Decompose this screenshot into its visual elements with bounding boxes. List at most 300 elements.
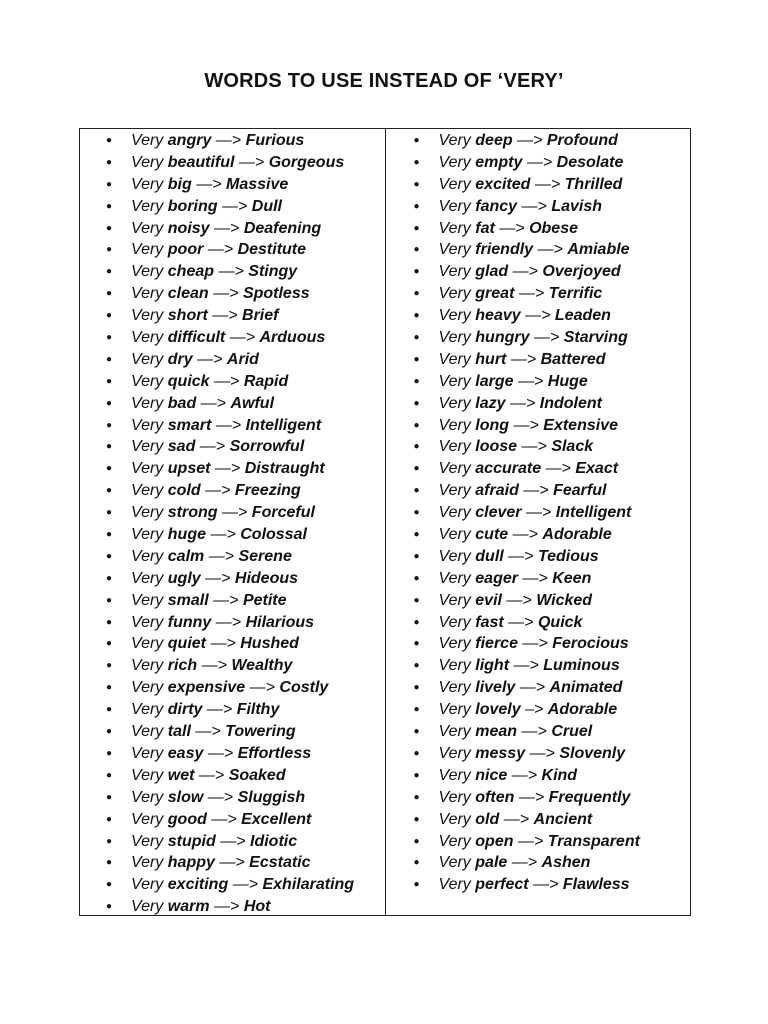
synonym: Slack (551, 438, 594, 456)
synonym: Sluggish (237, 788, 306, 806)
synonym: Petite (242, 591, 287, 609)
original-word: short (167, 307, 208, 325)
list-item (106, 415, 354, 437)
original-word: big (167, 175, 192, 193)
synonym: Stingy (248, 263, 298, 281)
arrow: —> (513, 657, 539, 675)
arrow: —> (198, 766, 225, 784)
original-word: evil (475, 591, 502, 609)
list-item (106, 699, 354, 721)
original-word: ugly (167, 569, 201, 587)
very-prefix: Very (438, 635, 471, 653)
synonym: Obese (529, 219, 578, 237)
arrow: —> (213, 285, 239, 303)
arrow: —> (522, 635, 548, 653)
very-prefix: Very (438, 526, 471, 544)
synonym: Idiotic (250, 832, 298, 850)
original-word: fierce (475, 635, 518, 653)
arrow: —> (207, 788, 234, 806)
original-word: quiet (167, 635, 206, 653)
very-prefix: Very (131, 482, 164, 500)
bullet-icon: ● (106, 310, 113, 322)
bullet-icon: ● (106, 419, 113, 431)
original-word: angry (167, 132, 212, 149)
synonym: Keen (552, 569, 592, 587)
list-item (414, 283, 640, 305)
synonym: Frequently (548, 788, 631, 806)
arrow: —> (210, 635, 236, 653)
bullet-icon: ● (106, 682, 113, 694)
arrow: —> (513, 416, 539, 434)
original-word: eager (475, 569, 518, 587)
original-word: poor (167, 241, 204, 259)
synonym: Intelligent (245, 416, 322, 434)
synonym: Kind (541, 766, 578, 784)
bullet-icon: ● (413, 266, 420, 278)
original-word: boring (167, 197, 218, 215)
very-prefix: Very (131, 394, 164, 412)
original-word: warm (167, 898, 210, 916)
original-word: noisy (167, 219, 210, 237)
list-item (414, 677, 640, 699)
arrow: —> (212, 307, 238, 325)
very-prefix: Very (131, 372, 164, 390)
original-word: slow (167, 788, 204, 806)
list-item (414, 305, 640, 327)
list-item (414, 524, 640, 546)
very-prefix: Very (131, 569, 164, 587)
arrow: —> (529, 744, 555, 762)
list-item (414, 458, 640, 480)
arrow: —> (518, 285, 545, 303)
synonym: Arid (226, 350, 259, 368)
arrow: —> (537, 241, 563, 259)
very-prefix: Very (131, 744, 164, 762)
synonym: Costly (279, 679, 329, 697)
list-item (414, 874, 640, 896)
very-prefix: Very (131, 504, 164, 522)
list-item (414, 261, 640, 283)
list-item (414, 174, 640, 196)
original-word: upset (167, 460, 211, 478)
original-word: pale (475, 854, 508, 872)
very-prefix: Very (131, 591, 164, 609)
very-prefix: Very (131, 132, 164, 149)
original-word: easy (167, 744, 204, 762)
arrow: —> (200, 394, 227, 412)
bullet-icon: ● (106, 463, 113, 475)
arrow: —> (545, 460, 571, 478)
list-item (106, 239, 354, 261)
list-item (414, 787, 640, 809)
arrow: —> (238, 153, 265, 171)
original-word: lazy (475, 394, 506, 412)
very-prefix: Very (131, 438, 164, 456)
very-prefix: Very (438, 876, 471, 894)
synonym: Adorable (547, 701, 618, 719)
arrow: —> (214, 372, 240, 390)
bullet-icon: ● (413, 200, 420, 212)
arrow: –> (525, 701, 544, 719)
very-prefix: Very (131, 635, 164, 653)
original-word: friendly (475, 241, 534, 259)
arrow: —> (214, 219, 240, 237)
synonym: Extensive (543, 416, 618, 434)
very-prefix: Very (131, 307, 164, 325)
list-item (106, 633, 354, 655)
very-prefix: Very (438, 438, 471, 456)
very-prefix: Very (131, 810, 164, 828)
very-prefix: Very (438, 460, 471, 478)
bullet-icon: ● (413, 441, 420, 453)
list-item (414, 633, 640, 655)
list-item (414, 831, 640, 853)
bullet-icon: ● (413, 288, 420, 300)
arrow: —> (512, 526, 538, 544)
arrow: —> (214, 898, 240, 916)
bullet-icon: ● (106, 375, 113, 387)
arrow: —> (215, 132, 242, 149)
synonym: Exhilarating (262, 876, 355, 894)
synonym: Deafening (243, 219, 322, 237)
bullet-icon: ● (106, 704, 113, 716)
synonym: Quick (537, 613, 583, 631)
arrow: —> (533, 876, 559, 894)
arrow: —> (201, 657, 227, 675)
original-word: clever (475, 504, 522, 522)
original-word: hungry (475, 329, 530, 347)
synonym: Wealthy (231, 657, 293, 675)
bullet-icon: ● (413, 704, 420, 716)
bullet-icon: ● (413, 682, 420, 694)
very-prefix: Very (131, 241, 164, 259)
list-item (106, 677, 354, 699)
original-word: glad (475, 263, 509, 281)
very-prefix: Very (438, 504, 471, 522)
list-item (414, 239, 640, 261)
original-word: fancy (475, 197, 518, 215)
very-prefix: Very (131, 876, 164, 894)
original-word: lively (475, 679, 516, 697)
synonym: Towering (225, 723, 296, 741)
very-prefix: Very (438, 482, 471, 500)
arrow: —> (519, 679, 546, 697)
very-prefix: Very (131, 153, 164, 171)
list-item (106, 765, 354, 787)
bullet-icon: ● (413, 813, 420, 825)
very-prefix: Very (131, 613, 164, 631)
very-prefix: Very (131, 898, 164, 916)
bullet-icon: ● (413, 178, 420, 190)
bullet-icon: ● (413, 529, 420, 541)
synonym: Desolate (556, 153, 624, 171)
original-word: heavy (475, 307, 521, 325)
original-word: wet (167, 766, 195, 784)
arrow: —> (499, 219, 525, 237)
bullet-icon: ● (413, 660, 420, 672)
list-item (106, 502, 354, 524)
list-item (106, 458, 354, 480)
list-item (414, 743, 640, 765)
very-prefix: Very (438, 788, 471, 806)
bullet-icon: ● (413, 135, 420, 146)
original-word: rich (167, 657, 198, 675)
bullet-icon: ● (106, 507, 113, 519)
bullet-icon: ● (413, 375, 420, 387)
synonym: Profound (546, 132, 618, 149)
original-word: difficult (167, 329, 226, 347)
list-item (106, 809, 354, 831)
synonym: Awful (230, 394, 275, 412)
list-item (106, 327, 354, 349)
very-prefix: Very (438, 613, 471, 631)
very-prefix: Very (131, 197, 164, 215)
original-word: tall (167, 723, 191, 741)
bullet-icon: ● (413, 879, 420, 891)
list-item (414, 371, 640, 393)
bullet-icon: ● (106, 901, 113, 913)
list-item (106, 721, 354, 743)
bullet-icon: ● (106, 222, 113, 234)
arrow: —> (521, 197, 547, 215)
synonym: Hilarious (245, 613, 315, 631)
very-prefix: Very (131, 788, 164, 806)
arrow: —> (522, 569, 548, 587)
synonym: Leaden (554, 307, 611, 325)
bullet-icon: ● (106, 660, 113, 672)
original-word: hurt (475, 350, 507, 368)
arrow: —> (214, 460, 241, 478)
very-prefix: Very (131, 679, 164, 697)
arrow: —> (517, 832, 544, 850)
original-word: great (475, 285, 515, 303)
very-prefix: Very (438, 153, 471, 171)
arrow: —> (210, 526, 236, 544)
arrow: —> (221, 197, 248, 215)
list-item (106, 480, 354, 502)
bullet-icon: ● (106, 638, 113, 650)
original-word: beautiful (167, 153, 235, 171)
very-prefix: Very (131, 723, 164, 741)
bullet-icon: ● (413, 616, 420, 628)
word-table (79, 128, 691, 916)
arrow: —> (525, 307, 551, 325)
original-word: smart (167, 416, 212, 434)
page-title: WORDS TO USE INSTEAD OF ‘VERY’ (204, 70, 564, 92)
list-item (414, 349, 640, 371)
arrow: —> (232, 876, 259, 894)
list-item (106, 196, 354, 218)
original-word: stupid (167, 832, 216, 850)
arrow: —> (521, 438, 547, 456)
very-prefix: Very (131, 416, 164, 434)
arrow: —> (517, 372, 544, 390)
synonym: Animated (549, 679, 623, 697)
bullet-icon: ● (413, 726, 420, 738)
arrow: —> (533, 329, 560, 347)
arrow: —> (219, 854, 245, 872)
very-prefix: Very (438, 547, 471, 565)
original-word: excited (475, 175, 531, 193)
bullet-icon: ● (106, 594, 113, 606)
synonym: Furious (245, 132, 305, 149)
synonym: Serene (238, 547, 292, 565)
synonym: Battered (540, 350, 606, 368)
list-item (106, 896, 354, 918)
synonym: Starving (563, 329, 628, 347)
list-item (106, 305, 354, 327)
synonym: Dull (251, 197, 282, 215)
original-word: small (167, 591, 209, 609)
synonym: Cruel (551, 723, 593, 741)
list-item (414, 152, 640, 174)
synonym: Fearful (553, 482, 607, 500)
original-word: quick (167, 372, 210, 390)
list-item (414, 196, 640, 218)
original-word: accurate (475, 460, 542, 478)
bullet-icon: ● (106, 135, 113, 146)
bullet-icon: ● (106, 857, 113, 869)
list-item (414, 655, 640, 677)
original-word: often (475, 788, 515, 806)
bullet-icon: ● (413, 550, 420, 562)
synonym: Hot (243, 898, 271, 916)
list-item (414, 480, 640, 502)
arrow: —> (196, 175, 222, 193)
synonym: Gorgeous (268, 153, 345, 171)
very-prefix: Very (438, 263, 471, 281)
original-word: lovely (475, 701, 521, 719)
original-word: expensive (167, 679, 246, 697)
bullet-icon: ● (106, 747, 113, 759)
list-item (106, 524, 354, 546)
arrow: —> (511, 854, 538, 872)
original-word: cold (167, 482, 201, 500)
very-prefix: Very (438, 416, 471, 434)
arrow: —> (207, 744, 234, 762)
list-item (414, 699, 640, 721)
synonym: Soaked (228, 766, 286, 784)
list-item (106, 874, 354, 896)
bullet-icon: ● (413, 747, 420, 759)
synonym: Filthy (236, 701, 280, 719)
arrow: —> (523, 482, 549, 500)
synonym: Luminous (543, 657, 620, 675)
bullet-icon: ● (413, 638, 420, 650)
arrow: —> (213, 591, 239, 609)
bullet-icon: ● (106, 266, 113, 278)
bullet-icon: ● (106, 397, 113, 409)
list-item (106, 831, 354, 853)
very-prefix: Very (438, 679, 471, 697)
very-prefix: Very (438, 197, 471, 215)
original-word: long (475, 416, 510, 434)
synonym: Forceful (251, 504, 315, 522)
list-item (414, 546, 640, 568)
left-word-list (106, 130, 354, 918)
list-item (414, 590, 640, 612)
very-prefix: Very (438, 241, 471, 259)
original-word: happy (167, 854, 215, 872)
list-item (106, 546, 354, 568)
synonym: Ferocious (552, 635, 629, 653)
list-item (106, 130, 354, 152)
very-prefix: Very (438, 569, 471, 587)
very-prefix: Very (131, 329, 164, 347)
synonym: Spotless (242, 285, 310, 303)
synonym: Thrilled (564, 175, 623, 193)
list-item (414, 809, 640, 831)
original-word: afraid (475, 482, 519, 500)
arrow: —> (222, 504, 248, 522)
synonym: Tedious (537, 547, 599, 565)
list-item (414, 721, 640, 743)
original-word: fast (475, 613, 504, 631)
synonym: Sorrowful (229, 438, 305, 456)
very-prefix: Very (438, 219, 471, 237)
arrow: —> (218, 263, 244, 281)
bullet-icon: ● (106, 156, 113, 168)
bullet-icon: ● (106, 178, 113, 190)
original-word: light (475, 657, 510, 675)
list-item (106, 371, 354, 393)
list-item (414, 393, 640, 415)
bullet-icon: ● (106, 791, 113, 803)
original-word: loose (475, 438, 518, 456)
very-prefix: Very (438, 394, 471, 412)
original-word: fat (475, 219, 495, 237)
original-word: clean (167, 285, 209, 303)
arrow: —> (229, 329, 256, 347)
very-prefix: Very (438, 285, 471, 303)
bullet-icon: ● (106, 616, 113, 628)
original-word: strong (167, 504, 218, 522)
synonym: Destitute (237, 241, 307, 259)
synonym: Ancient (533, 810, 593, 828)
original-word: open (475, 832, 514, 850)
arrow: —> (197, 350, 223, 368)
bullet-icon: ● (106, 769, 113, 781)
original-word: sad (167, 438, 196, 456)
synonym: Indolent (539, 394, 602, 412)
original-word: cheap (167, 263, 215, 281)
very-prefix: Very (131, 832, 164, 850)
very-prefix: Very (131, 854, 164, 872)
original-word: dry (167, 350, 193, 368)
list-item (414, 327, 640, 349)
list-item (414, 502, 640, 524)
synonym: Ashen (541, 854, 591, 872)
original-word: messy (475, 744, 526, 762)
very-prefix: Very (131, 526, 164, 544)
list-item (414, 852, 640, 874)
synonym: Freezing (234, 482, 301, 500)
very-prefix: Very (438, 657, 471, 675)
very-prefix: Very (438, 832, 471, 850)
arrow: —> (511, 766, 538, 784)
original-word: good (167, 810, 207, 828)
very-prefix: Very (438, 810, 471, 828)
right-column (386, 129, 691, 915)
arrow: —> (534, 175, 561, 193)
synonym: Ecstatic (249, 854, 311, 872)
very-prefix: Very (438, 132, 471, 149)
bullet-icon: ● (413, 835, 420, 847)
synonym: Hushed (240, 635, 299, 653)
synonym: Wicked (536, 591, 593, 609)
list-item (106, 152, 354, 174)
arrow: —> (508, 613, 534, 631)
